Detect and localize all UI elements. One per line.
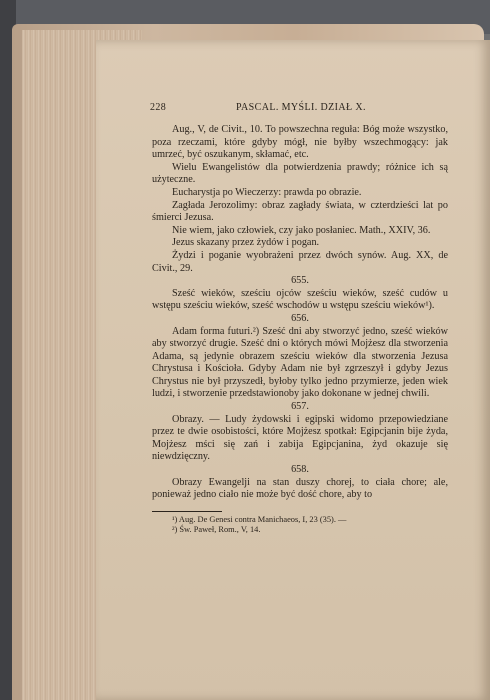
paragraph: Żydzi i poganie wyobrażeni przez dwóch synów. Aug. XX, de Civit., 29. [152, 249, 448, 274]
page-header [150, 102, 450, 116]
section-number: 655. [291, 275, 309, 287]
section-number: 658. [291, 464, 309, 476]
page-body [152, 124, 448, 536]
paragraph: Jezus skazany przez żydów i pogan. [172, 237, 320, 249]
footnote: ¹) Aug. De Genesi contra Manichaeos, I, 23 (35). — [172, 514, 347, 524]
section-number: 657. [291, 401, 309, 413]
footnote: ²) Św. Paweł, Rom., V, 14. [172, 525, 261, 535]
paragraph: Sześć wieków, sześciu ojców sześciu wieków, sześć cudów u wstępu sześciu wieków, sześć wschodów u wstępu sześciu wieków¹). [152, 287, 448, 312]
page-number: 228 [150, 102, 167, 113]
paragraph: Wielu Ewangelistów dla potwierdzenia prawdy; różnice ich są użyteczne. [152, 161, 448, 186]
paragraph: Nie wiem, jako człowiek, czy jako posłaniec. Math., XXIV, 36. [172, 224, 431, 236]
paragraph: Obrazy. — Ludy żydowski i egipski widomo przepowiedziane przez te dwie osobistości, które Mojżesz spotkał: Egipcjanin bije żyda, Mojżesz mści się zań i zabija Egipcjanina, żyd okazuje się niewdzięczny. [152, 413, 448, 463]
footnote-rule [152, 511, 222, 512]
paragraph: Aug., V, de Civit., 10. To powszechna reguła: Bóg może wszystko, poza rzeczami, które gdyby mógł, nie byłby wszechmogący: jak umrzeć, być oszukanym, skłamać, etc. [152, 124, 448, 161]
running-title: PASCAL. MYŚLI. DZIAŁ X. [236, 102, 366, 113]
paragraph: Obrazy Ewangelji na stan duszy chorej, to ciała chore; ale, ponieważ jedno ciało nie może być dość chore, aby to [152, 476, 448, 501]
section-number: 656. [291, 312, 309, 324]
paragraph: Eucharystja po Wieczerzy: prawda po obrazie. [172, 186, 362, 198]
paragraph: Zagłada Jerozolimy: obraz zagłady świata, w czterdzieści lat po śmierci Jezusa. [152, 199, 448, 224]
paragraph: Adam forma futuri.²) Sześć dni aby stworzyć jedno, sześć wieków aby stworzyć drugie. Sześć dni o których mówi Mojżesz dla stworzenia Adama, są jedynie obrazem sześciu wieków dla stworzenia Jezusa Chrystusa i Kościoła. Gdyby Adam nie był zgrzeszył i gdyby Jezus Chrystus nie był przyszedł, byłoby tylko jedno przymierze, jeden wiek ludzi, i stworzenie przedstawionoby jako dokonane w jednej chwili. [152, 325, 448, 400]
